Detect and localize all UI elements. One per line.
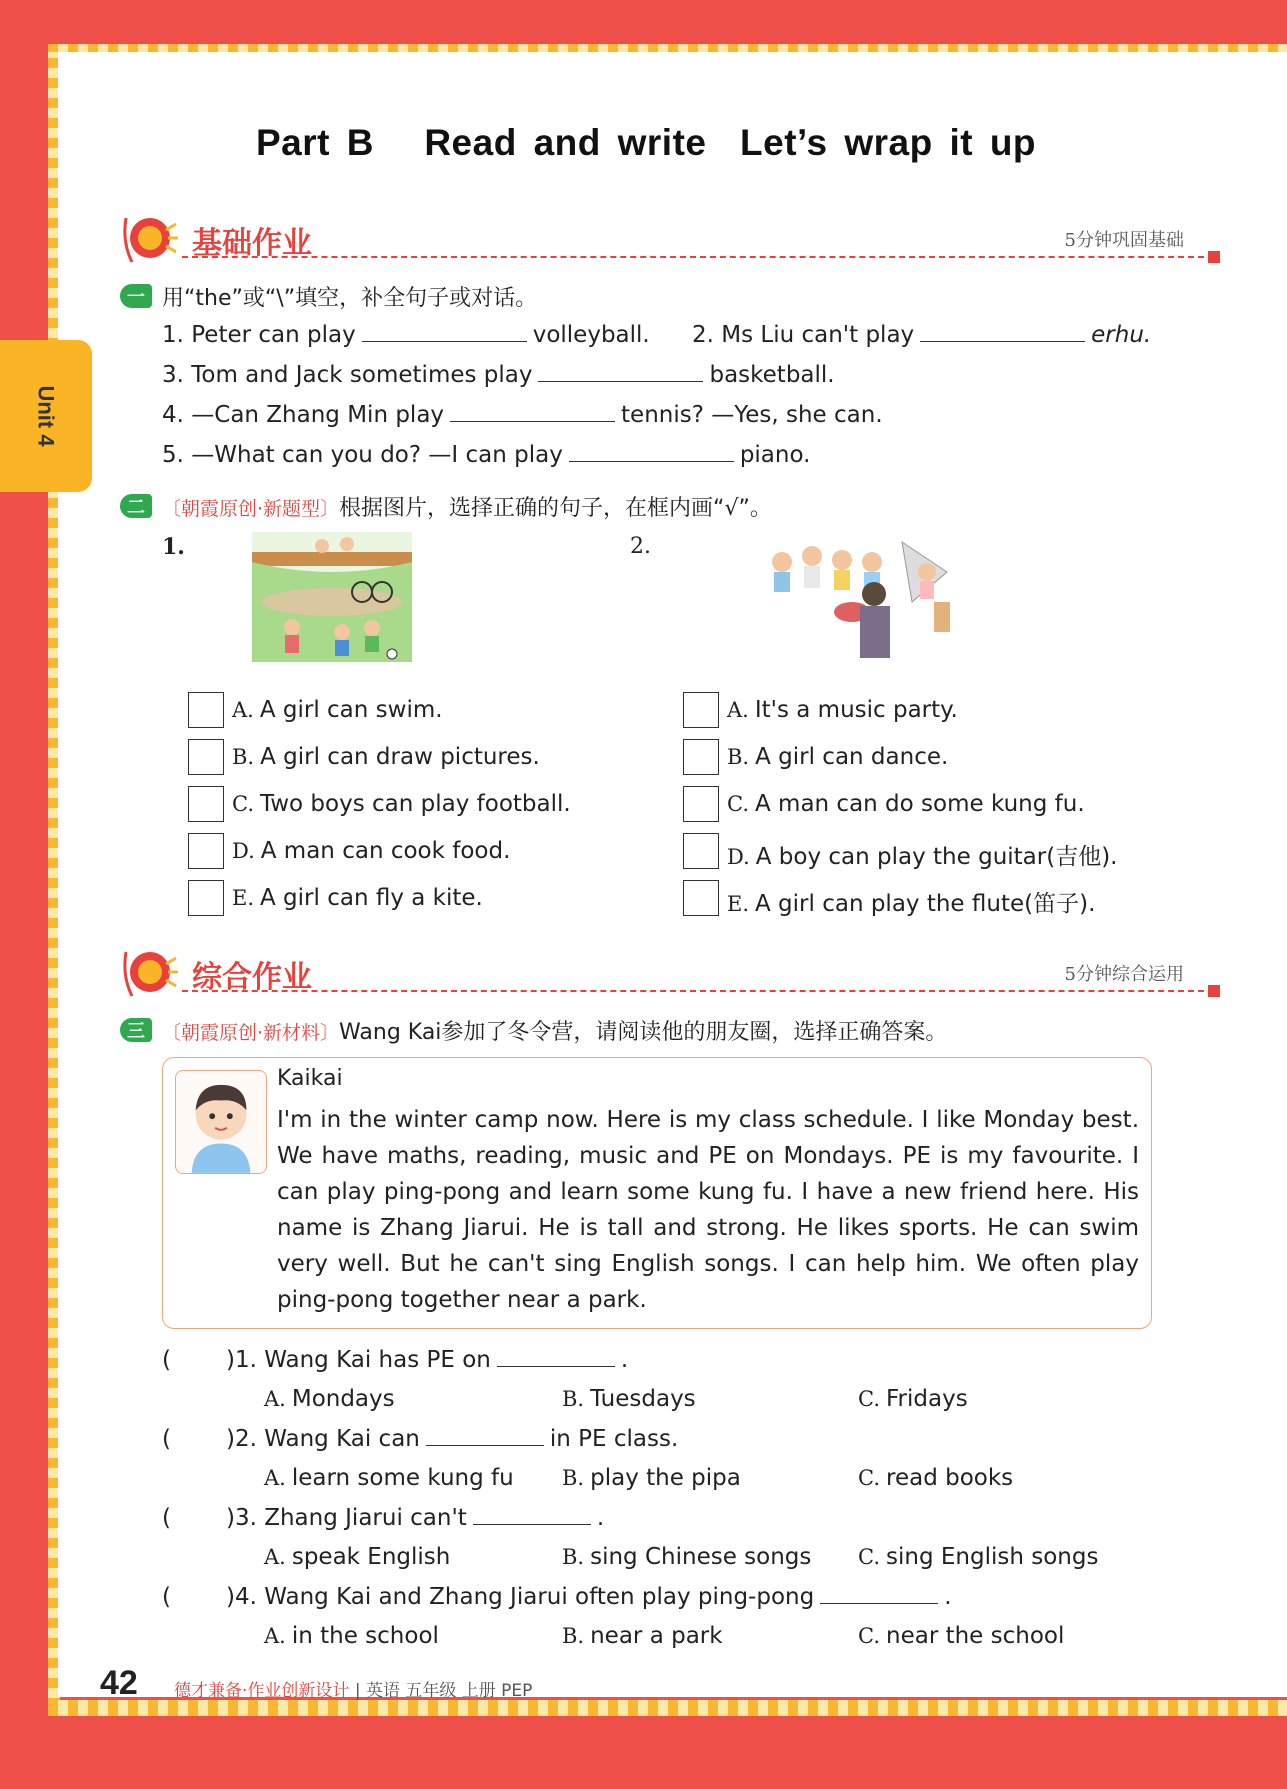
section-divider xyxy=(182,990,1204,992)
q1-item-2: 2. Ms Liu can't play erhu. xyxy=(692,322,1152,348)
q1-item-5: 5. —What can you do? —I can play piano. xyxy=(162,442,811,468)
question-number-3: 三 xyxy=(120,1018,152,1042)
q2-right-option-c: C. A man can do some kung fu. xyxy=(727,791,1085,817)
q1-instruction: 用“the”或“\”填空，补全句子或对话。 xyxy=(162,286,538,311)
q2-left-option-a: A. A girl can swim. xyxy=(232,697,443,723)
fill-blank[interactable] xyxy=(538,362,703,382)
post-author: Kaikai xyxy=(277,1066,343,1091)
q2-instruction: 〔朝霞原创·新题型〕根据图片，选择正确的句子，在框内画“√”。 xyxy=(162,496,772,521)
unit-tab xyxy=(0,340,92,492)
q2-picture-2-number: 2. xyxy=(630,534,651,559)
fill-blank xyxy=(473,1505,591,1525)
mcq-3-option-b: B. sing Chinese songs xyxy=(562,1544,812,1570)
section-comprehensive-header xyxy=(118,946,1184,1006)
mcq-1-option-b: B. Tuesdays xyxy=(562,1386,696,1412)
fill-blank[interactable] xyxy=(450,402,615,422)
option-checkbox[interactable] xyxy=(188,880,224,916)
option-checkbox[interactable] xyxy=(188,833,224,869)
unit-tab-label: Unit 4 xyxy=(34,385,59,447)
q2-right-option-b: B. A girl can dance. xyxy=(727,744,949,770)
option-checkbox[interactable] xyxy=(683,786,719,822)
q2-right-option-e: E. A girl can play the flute(笛子). xyxy=(727,891,1096,917)
q2-picture-1-number: 1. xyxy=(162,534,185,560)
section-comprehensive-note: 5分钟综合运用 xyxy=(1064,964,1184,985)
mcq-stem-4: )4. Wang Kai and Zhang Jiarui often play ping-pong . xyxy=(226,1584,952,1610)
section-comprehensive-title: 综合作业 xyxy=(192,960,312,995)
mcq-4-option-c: C. near the school xyxy=(858,1623,1065,1649)
section-basic-header xyxy=(118,212,1184,272)
park-activities-picture xyxy=(252,532,412,662)
option-checkbox[interactable] xyxy=(188,739,224,775)
mcq-3-option-a: A. speak English xyxy=(264,1544,451,1570)
section-basic-title: 基础作业 xyxy=(192,226,312,261)
question-number-2: 二 xyxy=(120,494,152,518)
section-divider xyxy=(182,256,1204,258)
mcq-stem-2: )2. Wang Kai can in PE class. xyxy=(226,1426,679,1452)
q2-left-option-c: C. Two boys can play football. xyxy=(232,791,571,817)
footer-series: 德才兼备·作业创新设计 | 英语 五年级 上册 PEP xyxy=(174,1681,533,1701)
divider-endcap xyxy=(1208,251,1220,263)
mcq-2-option-c: C. read books xyxy=(858,1465,1014,1491)
q3-instruction: 〔朝霞原创·新材料〕Wang Kai参加了冬令营，请阅读他的朋友圈，选择正确答案。 xyxy=(162,1020,948,1045)
mcq-stem-1: )1. Wang Kai has PE on . xyxy=(226,1347,629,1373)
music-party-picture xyxy=(752,532,952,660)
mcq-1-option-c: C. Fridays xyxy=(858,1386,968,1412)
option-checkbox[interactable] xyxy=(188,786,224,822)
option-checkbox[interactable] xyxy=(683,833,719,869)
fill-blank xyxy=(820,1584,938,1604)
mcq-4-option-b: B. near a park xyxy=(562,1623,723,1649)
fill-blank[interactable] xyxy=(362,322,527,342)
fill-blank[interactable] xyxy=(569,442,734,462)
divider-endcap xyxy=(1208,985,1220,997)
answer-paren[interactable]: ( xyxy=(162,1584,171,1610)
mcq-1-option-a: A. Mondays xyxy=(264,1386,395,1412)
avatar xyxy=(175,1070,267,1174)
q2-right-option-d: D. A boy can play the guitar(吉他). xyxy=(727,844,1118,870)
q1-item-4: 4. —Can Zhang Min play tennis? —Yes, she can. xyxy=(162,402,883,428)
answer-paren[interactable]: ( xyxy=(162,1426,171,1452)
fill-blank xyxy=(426,1426,544,1446)
q2-left-option-b: B. A girl can draw pictures. xyxy=(232,744,540,770)
q2-left-option-d: D. A man can cook food. xyxy=(232,838,511,864)
page-title: Part B Read and write Let’s wrap it up xyxy=(256,122,1037,163)
section-basic-note: 5分钟巩固基础 xyxy=(1064,230,1184,251)
bell-badge-icon xyxy=(118,212,180,268)
option-checkbox[interactable] xyxy=(188,692,224,728)
mcq-stem-3: )3. Zhang Jiarui can't . xyxy=(226,1505,605,1531)
mcq-2-option-b: B. play the pipa xyxy=(562,1465,741,1491)
fill-blank[interactable] xyxy=(920,322,1085,342)
q1-item-1: 1. Peter can play volleyball. xyxy=(162,322,650,348)
question-number-1: 一 xyxy=(120,284,152,308)
mcq-3-option-c: C. sing English songs xyxy=(858,1544,1099,1570)
mcq-4-option-a: A. in the school xyxy=(264,1623,439,1649)
moments-post-card xyxy=(162,1057,1152,1329)
post-passage: I'm in the winter camp now. Here is my class schedule. I like Monday best. We have maths, reading, music and PE on Mondays. PE is my favourite. I can play ping-pong and learn some kung fu. I have a new friend here. His name is Zhang Jiarui. He is tall and strong. He likes sports. He can swim very well. But he can't sing English songs. I can help him. We often play ping-pong together near a park. xyxy=(277,1107,1139,1313)
mcq-2-option-a: A. learn some kung fu xyxy=(264,1465,514,1491)
q1-item-3: 3. Tom and Jack sometimes play basketball. xyxy=(162,362,835,388)
option-checkbox[interactable] xyxy=(683,739,719,775)
option-checkbox[interactable] xyxy=(683,692,719,728)
page-number: 42 xyxy=(100,1664,138,1702)
fill-blank xyxy=(497,1347,615,1367)
bell-badge-icon xyxy=(118,946,180,1002)
option-checkbox[interactable] xyxy=(683,880,719,916)
q2-left-option-e: E. A girl can fly a kite. xyxy=(232,885,483,911)
q2-right-option-a: A. It's a music party. xyxy=(727,697,958,723)
answer-paren[interactable]: ( xyxy=(162,1347,171,1373)
bottom-border-stripe xyxy=(48,1700,1287,1716)
answer-paren[interactable]: ( xyxy=(162,1505,171,1531)
